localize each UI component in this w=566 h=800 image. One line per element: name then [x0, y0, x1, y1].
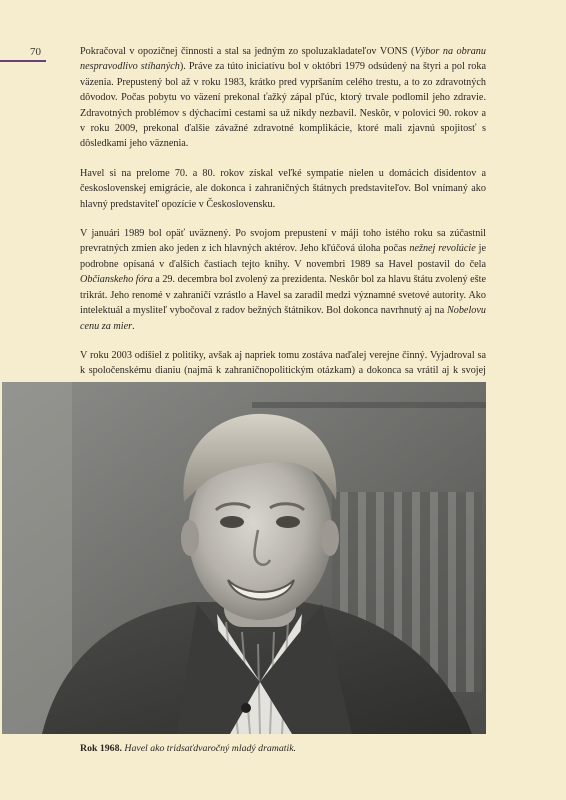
paragraph-text: Pokračoval v opozičnej činnosti a stal sa jedným zo spoluzakladateľov VONS ( — [80, 46, 415, 57]
portrait-photo — [2, 382, 486, 734]
paragraph-text: V roku 2003 odišiel z politiky, avšak aj napriek tomu zostáva naďalej verejne činný. Vyjadroval sa k spoločenskému dianiu (najmä k zahraničnopolitickým otázkam) a dokonca sa vrátil aj k svojej — [80, 349, 486, 377]
paragraph-text: V januári 1989 bol opäť uväznený. Po svojom prepustení v máji toho istého roku sa zúčastnil prevratných zmien ako jeden z ich hlavných aktérov. Jeho kľúčová úloha počas — [80, 228, 486, 255]
italic-term: Občianskeho fóra — [80, 274, 153, 286]
paragraph-text: Havel si na prelome 70. a 80. rokov získal veľké sympatie nielen u domácich disidentov a československej emigrácie, ale dokonca i zahraničných štátnych predstaviteľov. Bol vnímaný ako hlavný predstaviteľ opozície v Československu. — [80, 167, 486, 210]
paragraph-text: ). Práve za túto iniciatívu bol v októbri 1979 odsúdený na štyri a pol roka väzenia. Prepustený bol až v roku 1983, krátko pred vypršaním celého trestu, a to zo zdravotných dôvodov. Počas pobytu vo väzení prekonal ťažký zápal pľúc, ktorý trvale podlomil jeho zdravie. Zdravotných problémov s dýchacími cestami sa už nikdy nezbavil. Neskôr, v polovici 90. rokov a v roku 2009, prekonal ďalšie závažné zdravotné komplikácie, ktoré mali zjavnú spojitosť s dôsledkami jeho väznenia. — [80, 61, 486, 150]
portrait-photo-illustration — [2, 382, 486, 734]
paragraph-text: a 29. decembra bol zvolený za prezidenta. Neskôr bol za hlavu štátu zvolený ešte trikrát. Jeho renomé v zahraničí vzrástlo a Havel sa zaradil medzi významné svetové autority. Ako intelektuál a mysliteľ vybočoval z radov bežných štátnikov. Bol dokonca navrhnutý aj na — [80, 274, 486, 317]
page-number: 70 — [30, 46, 41, 58]
italic-term: nežnej revolúcie — [409, 243, 476, 255]
page-number-rule — [0, 60, 46, 62]
paragraph-text: je podrobne opísaná v ďalších častiach tejto knihy. V novembri 1989 sa Havel postavil do čela — [80, 243, 486, 270]
caption-year: Rok 1968. — [80, 743, 122, 754]
italic-term: Nobelovu cenu za mier — [80, 305, 486, 332]
paragraph — [80, 226, 486, 334]
photo-caption — [80, 742, 486, 756]
italic-term: Výbor na obranu nespravodlivo stíhaných — [80, 46, 486, 73]
paragraph — [80, 166, 486, 212]
caption-description: Havel ako tridsaťdvaročný mladý dramatik. — [124, 743, 296, 754]
paragraph — [80, 44, 486, 152]
paragraph-text: . — [132, 320, 135, 332]
body-text — [80, 44, 486, 408]
